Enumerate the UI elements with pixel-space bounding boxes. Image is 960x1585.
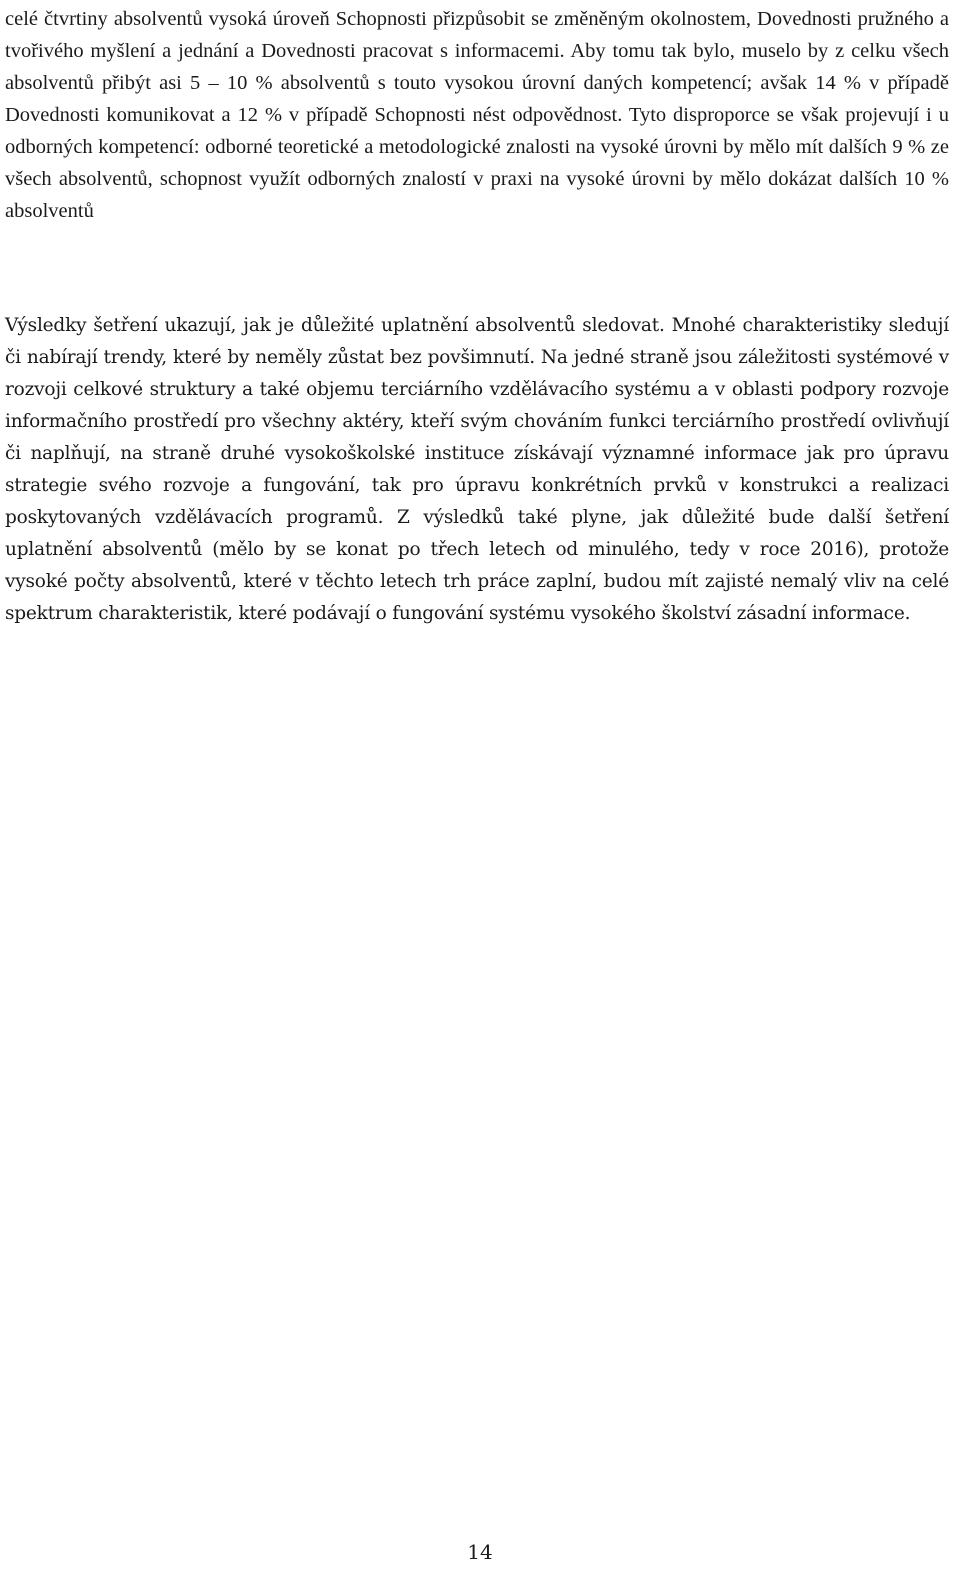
page-number: 14 [467,1540,493,1564]
paragraph-competencies: celé čtvrtiny absolventů vysoká úroveň Schopnosti přizpůsobit se změněným okolnostem, Dovednosti pružného a tvořivého myšlení a jednání a Dovednosti pracovat s informacemi. Aby tomu tak bylo, muselo by z celku všech absolventů přibýt asi 5 – 10 % absolventů s touto vysokou úrovní daných kompetencí; avšak 14 % v případě Dovednosti komunikovat a 12 % v případě Schopnosti nést odpovědnost. Tyto disproporce se však projevují i u odborných kompetencí: odborné teoretické a metodologické znalosti na vysoké úrovni by mělo mít dalších 9 % ze všech absolventů, schopnost využít odborných znalostí v praxi na vysoké úrovni by mělo dokázat dalších 10 % absolventů [5,8,949,222]
paragraph-survey-results: Výsledky šetření ukazují, jak je důležité uplatnění absolventů sledovat. Mnohé charakteristiky sledují či nabírají trendy, které by neměly zůstat bez povšimnutí. Na jedné straně jsou záležitosti systémové v rozvoji celkové struktury a také objemu terciárního vzdělávacího systému a v oblasti podpory rozvoje informačního prostředí pro všechny aktéry, kteří svým chováním funkci terciárního prostředí ovlivňují či naplňují, na straně druhé vysokoškolské instituce získávají významné informace jak pro úpravu strategie svého rozvoje a fungování, tak pro úpravu konkrétních prvků v konstrukci a realizaci poskytovaných vzdělávacích programů. Z výsledků také plyne, jak důležité bude další šetření uplatnění absolventů (mělo by se konat po třech letech od minulého, tedy v roce 2016), protože vysoké počty absolventů, které v těchto letech trh práce zaplní, budou mít zajisté nemalý vliv na celé spektrum charakteristik, které podávají o fungování systému vysokého školství zásadní informace. [5,315,949,624]
